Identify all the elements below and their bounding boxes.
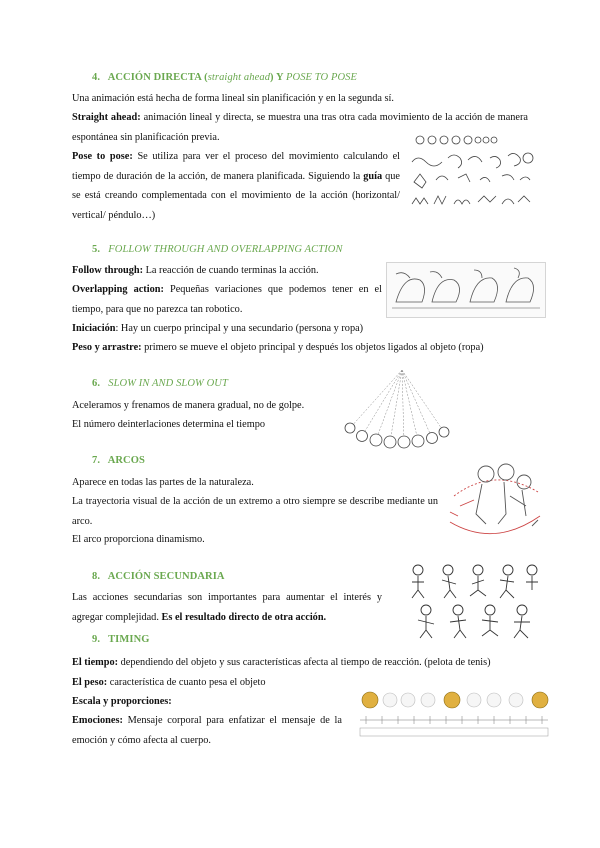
section-number: 6. <box>92 378 101 389</box>
slow-in-line-2: El número deinterlaciones determina el tiempo <box>72 419 265 430</box>
term-text: que se está creando complementada con el movimiento de la acción (horizontal/ vertical/ péndulo…) <box>72 170 400 221</box>
heading-italic: SLOW IN AND SLOW OUT <box>108 378 228 389</box>
body-text: Las acciones secundarias son importantes para aumentar el interés y agregar complejidad. <box>72 592 382 623</box>
timing-illustration <box>356 684 552 740</box>
section-number: 9. <box>92 634 101 645</box>
secondary-action-paragraph <box>72 588 382 627</box>
arcos-line-2: La trayectoria visual de la acción de un extremo a otro siempre se describe mediante un arco. <box>72 496 438 527</box>
follow-through-illustration <box>386 262 546 318</box>
term-text: Se utiliza para ver el proceso del movimiento calculando el tiempo de duración de la acción, de manera planificada. Siguiendo la <box>72 151 401 182</box>
arcos-line-3: El arco proporciona dinamismo. <box>72 534 205 545</box>
secondary-action-illustration <box>404 560 542 640</box>
timing-peso-line <box>72 673 266 693</box>
section-number: 4. <box>92 72 101 83</box>
slow-in-line-1: Aceleramos y frenamos de manera gradual, no de golpe. <box>72 400 305 411</box>
heading-part: ACCIÓN DIRECTA ( <box>107 72 208 83</box>
term-text: La reacción de cuando terminas la acción. <box>145 265 319 276</box>
heading-italic: straight ahead <box>207 72 271 83</box>
section-number: 7. <box>92 455 101 466</box>
term-label: Overlapping action: <box>72 284 164 295</box>
term-label: El tiempo: <box>72 657 119 668</box>
peso-arrastre-line <box>72 338 484 358</box>
heading-italic: POSE TO POSE <box>286 72 358 83</box>
term-text: característica de cuanto pesa el objeto <box>109 677 266 688</box>
timing-escala-line <box>72 692 172 712</box>
section-5-heading <box>92 244 343 255</box>
heading-text: TIMING <box>108 634 150 645</box>
term-label: Emociones: <box>72 715 123 726</box>
term-label: Follow through: <box>72 265 144 276</box>
term-label: Peso y arrastre: <box>72 342 142 353</box>
section-number: 8. <box>92 571 101 582</box>
pose-to-pose-paragraph <box>72 147 400 225</box>
section-8-heading <box>92 571 225 582</box>
term-text: : Hay un cuerpo principal y una secundario (persona y ropa) <box>115 323 364 334</box>
overlapping-paragraph <box>72 280 382 319</box>
arcos-line-1: Aparece en todas las partes de la naturaleza. <box>72 477 254 488</box>
term-label: Pose to pose: <box>72 151 133 162</box>
term-label: Escala y proporciones: <box>72 696 172 707</box>
term-text: dependiendo del objeto y sus características afecta al tiempo de reacción. (pelota de tenis) <box>120 657 491 668</box>
term-text: animación lineal y directa, se muestra una tras otra cada movimiento de la acción de manera espontánea sin planificación previa. <box>72 112 528 143</box>
term-label: Straight ahead: <box>72 112 141 123</box>
arcs-illustration <box>444 456 544 544</box>
section-9-heading <box>92 634 150 645</box>
timing-tiempo-line <box>72 653 491 673</box>
follow-through-line <box>72 261 319 281</box>
section-4-heading <box>92 72 357 83</box>
section-4-intro: Una animación está hecha de forma lineal sin planificación y en la segunda sí. <box>72 93 394 104</box>
body-bold: Es el resultado directo de otra acción. <box>161 611 327 623</box>
heading-text: ARCOS <box>107 455 145 466</box>
section-number: 5. <box>92 244 101 255</box>
term-bold: guía <box>363 170 383 182</box>
pose-to-pose-illustration <box>408 132 536 216</box>
section-7-heading <box>92 455 145 466</box>
timing-emociones-paragraph <box>72 711 342 750</box>
term-text: Mensaje corporal para enfatizar el mensaje de la emoción y cómo afecta al cuerpo. <box>72 715 342 746</box>
heading-italic: FOLLOW THROUGH AND OVERLAPPING ACTION <box>108 244 343 255</box>
term-label: El peso: <box>72 677 108 688</box>
iniciacion-line <box>72 319 363 339</box>
term-text: primero se mueve el objeto principal y después los objetos ligados al objeto (ropa) <box>144 342 484 353</box>
term-text: Pequeñas variaciones que podemos tener en el tiempo, para que no parezca tan robotico. <box>72 284 382 315</box>
term-label: Iniciación <box>72 323 116 334</box>
heading-text: ACCIÓN SECUNDARIA <box>107 571 225 582</box>
pendulum-illustration <box>340 366 456 450</box>
heading-part: ) Y <box>270 72 284 83</box>
section-6-heading <box>92 378 228 389</box>
